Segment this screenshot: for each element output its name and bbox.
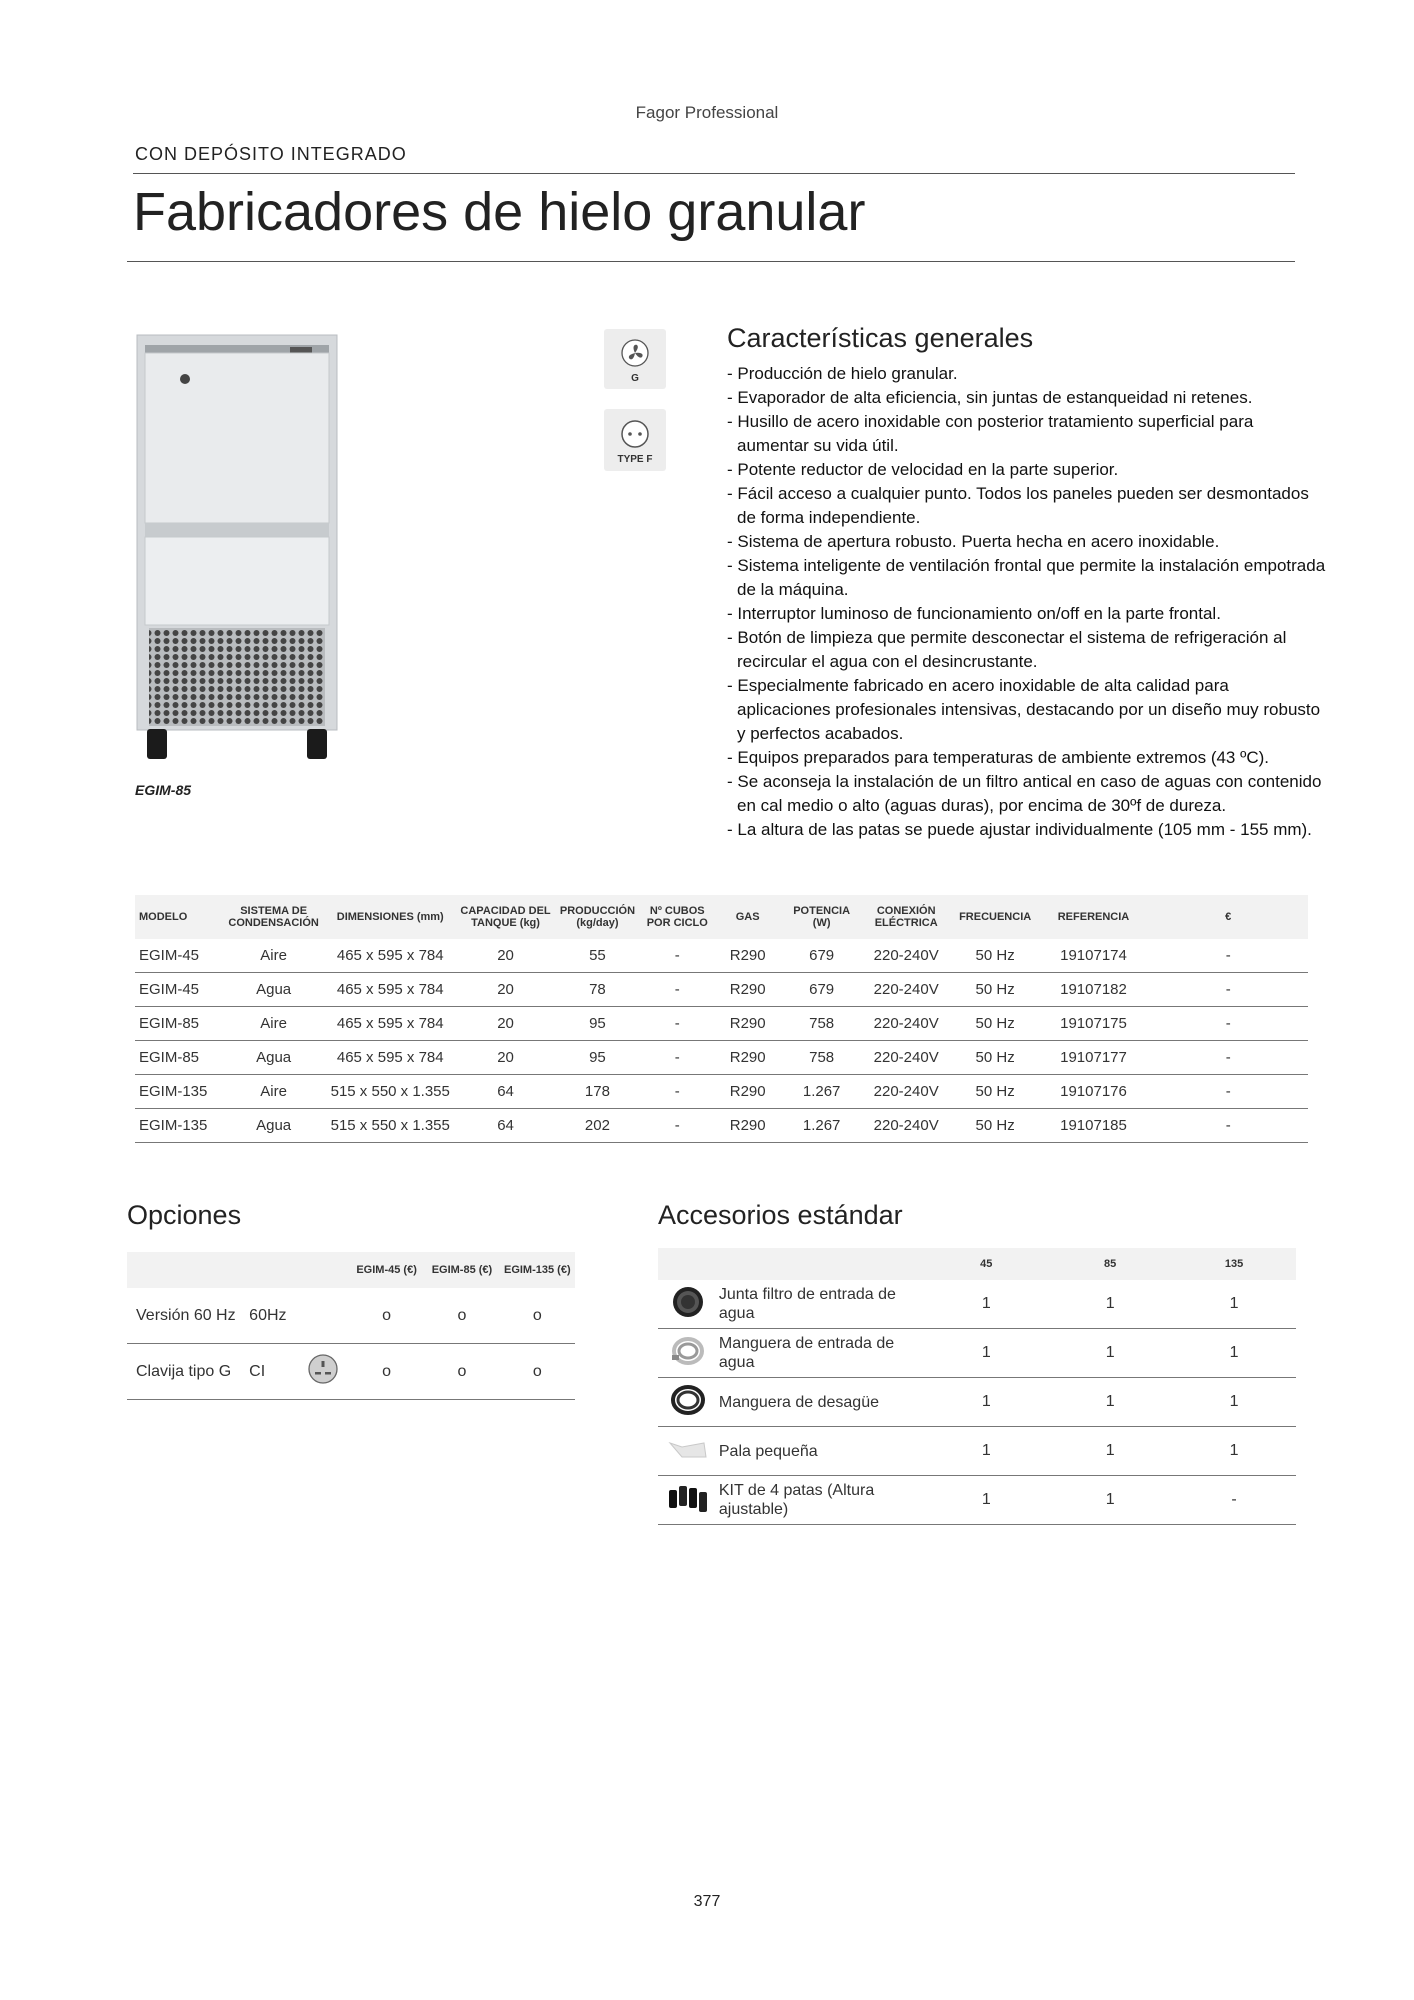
- spec-cell: -: [1148, 1075, 1308, 1109]
- spec-cell: EGIM-135: [135, 1075, 225, 1109]
- top-divider: [133, 173, 1295, 174]
- spec-cell: R290: [713, 939, 783, 973]
- spec-cell: R290: [713, 1007, 783, 1041]
- spec-cell: 95: [553, 1007, 642, 1041]
- accessories-header-row: [658, 1248, 1296, 1280]
- accessories-header-cell: 85: [1048, 1248, 1172, 1280]
- spec-cell: 220-240V: [861, 1041, 952, 1075]
- option-row: [127, 1344, 575, 1400]
- accessories-header-cell: 45: [924, 1248, 1048, 1280]
- feature-item: - Potente reductor de velocidad en la parte superior.: [727, 460, 1119, 479]
- option-value: o: [500, 1288, 575, 1344]
- features-list: [727, 362, 1327, 842]
- spec-cell: 20: [458, 973, 553, 1007]
- accessory-value: 1: [1172, 1427, 1296, 1476]
- schuko-plug-icon: [604, 409, 666, 454]
- accessory-value: 1: [1172, 1329, 1296, 1378]
- options-header-row: [127, 1252, 575, 1288]
- page-title: Fabricadores de hielo granular: [133, 182, 866, 242]
- option-value: o: [500, 1344, 575, 1400]
- feature-item: - Sistema de apertura robusto. Puerta hecha en acero inoxidable.: [727, 532, 1220, 551]
- accessory-value: 1: [1048, 1280, 1172, 1329]
- accessory-value: -: [1172, 1476, 1296, 1525]
- spec-cell: 20: [458, 1041, 553, 1075]
- spec-header-cell: CONEXIÓN ELÉCTRICA: [861, 895, 952, 939]
- product-caption: EGIM-85: [135, 782, 192, 798]
- accessory-row: [658, 1280, 1296, 1329]
- option-name: Versión 60 Hz: [127, 1288, 249, 1344]
- spec-cell: R290: [713, 1109, 783, 1143]
- accessory-name: Manguera de desagüe: [718, 1378, 924, 1427]
- spec-cell: 64: [458, 1075, 553, 1109]
- spec-cell: EGIM-45: [135, 973, 225, 1007]
- accessory-name: KIT de 4 patas (Altura ajustable): [718, 1476, 924, 1525]
- accessories-header-blank: [658, 1248, 718, 1280]
- options-header-blank: [249, 1252, 298, 1288]
- accessory-value: 1: [1172, 1378, 1296, 1427]
- spec-cell: EGIM-45: [135, 939, 225, 973]
- spec-cell: 64: [458, 1109, 553, 1143]
- spec-header-cell: GAS: [713, 895, 783, 939]
- options-header-blank: [298, 1252, 349, 1288]
- options-title: Opciones: [127, 1200, 242, 1230]
- spec-cell: 679: [783, 973, 861, 1007]
- option-icon-cell: [298, 1288, 349, 1344]
- section-label: CON DEPÓSITO INTEGRADO: [135, 144, 407, 164]
- feature-item: - La altura de las patas se puede ajustar individualmente (105 mm - 155 mm).: [727, 820, 1312, 839]
- accessory-value: 1: [924, 1329, 1048, 1378]
- accessory-image-cell: [658, 1280, 718, 1329]
- spec-cell: R290: [713, 1075, 783, 1109]
- accessory-row: [658, 1378, 1296, 1427]
- accessory-name: Junta filtro de entrada de agua: [718, 1280, 924, 1329]
- accessory-row: [658, 1329, 1296, 1378]
- spec-cell: 50 Hz: [952, 1109, 1039, 1143]
- spec-cell: 1.267: [783, 1075, 861, 1109]
- accessory-value: 1: [924, 1427, 1048, 1476]
- option-value: o: [424, 1288, 499, 1344]
- feature-item: - Evaporador de alta eficiencia, sin juntas de estanqueidad ni retenes.: [727, 388, 1253, 407]
- option-code: CI: [249, 1344, 298, 1400]
- features-title: Características generales: [727, 323, 1034, 353]
- spec-cell: Aire: [225, 939, 323, 973]
- spec-cell: -: [642, 939, 713, 973]
- spec-table: [135, 895, 1308, 1143]
- accessory-name: Pala pequeña: [718, 1427, 924, 1476]
- spec-cell: 50 Hz: [952, 1041, 1039, 1075]
- spec-cell: 220-240V: [861, 973, 952, 1007]
- spec-header-cell: PRODUCCIÓN (kg/day): [553, 895, 642, 939]
- badge-type-f: [604, 409, 666, 471]
- filter-gasket-icon: [668, 1307, 708, 1324]
- feature-item: - Se aconseja la instalación de un filtro antical en caso de aguas con contenido en cal medio o alto (aguas duras), por encima de 30ºf de dureza.: [727, 772, 1322, 815]
- spec-cell: 220-240V: [861, 1007, 952, 1041]
- option-value: o: [424, 1344, 499, 1400]
- accessory-value: 1: [1048, 1329, 1172, 1378]
- spec-cell: EGIM-85: [135, 1041, 225, 1075]
- spec-row: [135, 939, 1308, 973]
- feature-item: - Equipos preparados para temperaturas de ambiente extremos (43 ºC).: [727, 748, 1269, 767]
- spec-cell: 19107176: [1039, 1075, 1149, 1109]
- options-header-cell: EGIM-45 (€): [349, 1252, 424, 1288]
- page-number: 377: [693, 1893, 721, 1910]
- option-value: o: [349, 1288, 424, 1344]
- badge-g-label: G: [631, 373, 639, 384]
- spec-cell: 19107175: [1039, 1007, 1149, 1041]
- fan-icon: [604, 329, 666, 373]
- spec-cell: Agua: [225, 1109, 323, 1143]
- spec-row: [135, 1041, 1308, 1075]
- feature-item: - Sistema inteligente de ventilación frontal que permite la instalación empotrada de la máquina.: [727, 556, 1326, 599]
- spec-cell: 19107185: [1039, 1109, 1149, 1143]
- legs-kit-icon: [666, 1503, 710, 1520]
- accessory-image-cell: [658, 1427, 718, 1476]
- option-value: o: [349, 1344, 424, 1400]
- feature-item: - Especialmente fabricado en acero inoxidable de alta calidad para aplicaciones profesionales intensivas, destacando por un diseño muy robusto y perfectos acabados.: [727, 676, 1321, 743]
- spec-cell: 50 Hz: [952, 973, 1039, 1007]
- accessories-header-cell: 135: [1172, 1248, 1296, 1280]
- spec-cell: -: [1148, 973, 1308, 1007]
- spec-cell: 19107174: [1039, 939, 1149, 973]
- accessory-image-cell: [658, 1476, 718, 1525]
- title-divider: [127, 261, 1295, 262]
- spec-header-cell: Nº CUBOS POR CICLO: [642, 895, 713, 939]
- spec-cell: -: [642, 1075, 713, 1109]
- spec-cell: 19107182: [1039, 973, 1149, 1007]
- accessory-image-cell: [658, 1329, 718, 1378]
- spec-cell: 758: [783, 1041, 861, 1075]
- options-header-blank: [127, 1252, 249, 1288]
- spec-cell: -: [1148, 1007, 1308, 1041]
- accessory-value: 1: [1172, 1280, 1296, 1329]
- option-name: Clavija tipo G: [127, 1344, 249, 1400]
- feature-item: - Interruptor luminoso de funcionamiento on/off en la parte frontal.: [727, 604, 1221, 623]
- spec-cell: 465 x 595 x 784: [322, 973, 458, 1007]
- inlet-hose-icon: [668, 1356, 708, 1373]
- option-code: 60Hz: [249, 1288, 298, 1344]
- accessories-header-blank: [718, 1248, 924, 1280]
- spec-cell: 220-240V: [861, 939, 952, 973]
- spec-cell: 202: [553, 1109, 642, 1143]
- feature-item: - Husillo de acero inoxidable con posterior tratamiento superficial para aumentar su vida útil.: [727, 412, 1254, 455]
- feature-item: - Fácil acceso a cualquier punto. Todos los paneles pueden ser desmontados de forma independiente.: [727, 484, 1309, 527]
- feature-item: - Producción de hielo granular.: [727, 364, 958, 383]
- spec-row: [135, 973, 1308, 1007]
- spec-cell: -: [1148, 1109, 1308, 1143]
- spec-cell: 465 x 595 x 784: [322, 939, 458, 973]
- spec-header-cell: FRECUENCIA: [952, 895, 1039, 939]
- accessories-title: Accesorios estándar: [658, 1200, 903, 1230]
- feature-item: - Botón de limpieza que permite desconectar el sistema de refrigeración al recircular el agua con el desincrustante.: [727, 628, 1287, 671]
- spec-cell: 220-240V: [861, 1109, 952, 1143]
- badge-type-f-label: TYPE F: [617, 454, 653, 465]
- spec-cell: 1.267: [783, 1109, 861, 1143]
- spec-cell: 20: [458, 1007, 553, 1041]
- drain-hose-icon: [668, 1405, 708, 1422]
- product-image: [135, 333, 339, 763]
- spec-cell: -: [1148, 939, 1308, 973]
- accessory-row: [658, 1427, 1296, 1476]
- accessory-value: 1: [1048, 1427, 1172, 1476]
- spec-cell: 50 Hz: [952, 939, 1039, 973]
- spec-cell: EGIM-85: [135, 1007, 225, 1041]
- accessory-image-cell: [658, 1378, 718, 1427]
- spec-header-cell: CAPACIDAD DEL TANQUE (kg): [458, 895, 553, 939]
- spec-cell: 95: [553, 1041, 642, 1075]
- spec-cell: 50 Hz: [952, 1075, 1039, 1109]
- spec-header-cell: MODELO: [135, 895, 225, 939]
- spec-header-row: [135, 895, 1308, 939]
- option-row: [127, 1288, 575, 1344]
- spec-cell: -: [642, 1007, 713, 1041]
- spec-cell: 220-240V: [861, 1075, 952, 1109]
- spec-cell: -: [642, 973, 713, 1007]
- accessories-table: [658, 1248, 1296, 1525]
- options-header-cell: EGIM-135 (€): [500, 1252, 575, 1288]
- spec-cell: 78: [553, 973, 642, 1007]
- spec-cell: Aire: [225, 1007, 323, 1041]
- spec-cell: EGIM-135: [135, 1109, 225, 1143]
- accessory-value: 1: [924, 1280, 1048, 1329]
- spec-cell: Agua: [225, 973, 323, 1007]
- spec-row: [135, 1075, 1308, 1109]
- spec-cell: -: [642, 1041, 713, 1075]
- accessory-name: Manguera de entrada de agua: [718, 1329, 924, 1378]
- spec-row: [135, 1007, 1308, 1041]
- spec-row: [135, 1109, 1308, 1143]
- options-header-cell: EGIM-85 (€): [424, 1252, 499, 1288]
- spec-cell: 20: [458, 939, 553, 973]
- spec-cell: 465 x 595 x 784: [322, 1041, 458, 1075]
- spec-cell: 758: [783, 1007, 861, 1041]
- spec-cell: Aire: [225, 1075, 323, 1109]
- accessory-value: 1: [1048, 1476, 1172, 1525]
- spec-cell: Agua: [225, 1041, 323, 1075]
- spec-cell: -: [642, 1109, 713, 1143]
- spec-cell: 19107177: [1039, 1041, 1149, 1075]
- spec-header-cell: €: [1148, 895, 1308, 939]
- spec-cell: 50 Hz: [952, 1007, 1039, 1041]
- spec-header-cell: REFERENCIA: [1039, 895, 1149, 939]
- spec-header-cell: POTENCIA (W): [783, 895, 861, 939]
- spec-cell: 515 x 550 x 1.355: [322, 1109, 458, 1143]
- accessory-value: 1: [924, 1476, 1048, 1525]
- spec-header-cell: SISTEMA DE CONDENSACIÓN: [225, 895, 323, 939]
- spec-cell: 515 x 550 x 1.355: [322, 1075, 458, 1109]
- spec-cell: 55: [553, 939, 642, 973]
- scoop-icon: [668, 1454, 708, 1471]
- accessory-value: 1: [1048, 1378, 1172, 1427]
- badge-g: [604, 329, 666, 389]
- spec-cell: R290: [713, 1041, 783, 1075]
- spec-header-cell: DIMENSIONES (mm): [322, 895, 458, 939]
- spec-cell: R290: [713, 973, 783, 1007]
- option-icon-cell: [298, 1344, 349, 1400]
- accessory-value: 1: [924, 1378, 1048, 1427]
- accessory-row: [658, 1476, 1296, 1525]
- spec-cell: 679: [783, 939, 861, 973]
- spec-cell: 178: [553, 1075, 642, 1109]
- options-table: [127, 1252, 575, 1400]
- spec-cell: 465 x 595 x 784: [322, 1007, 458, 1041]
- brand-header: Fagor Professional: [635, 103, 779, 122]
- spec-cell: -: [1148, 1041, 1308, 1075]
- uk-plug-icon: [307, 1372, 339, 1389]
